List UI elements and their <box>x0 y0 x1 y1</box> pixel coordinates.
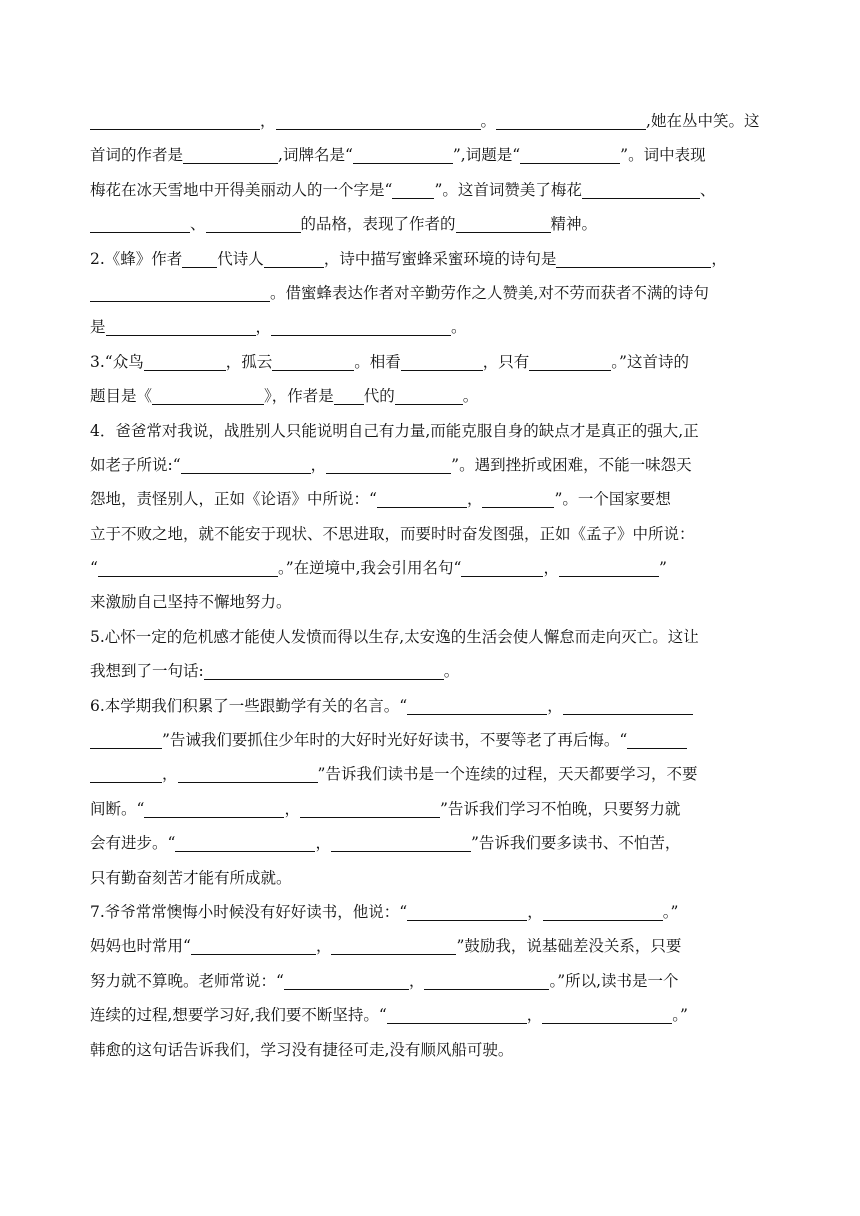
answer-blank[interactable] <box>331 936 456 955</box>
text: 题目是《 <box>90 387 153 406</box>
answer-blank[interactable] <box>98 558 278 577</box>
text: 是 <box>90 318 106 337</box>
answer-blank[interactable] <box>191 936 316 955</box>
text: 立于不败之地，就不能安于现状、不思进取，而要时时奋发图强，正如《孟子》中所说： <box>90 524 695 543</box>
q6-line-6 <box>90 861 772 895</box>
text: ， <box>466 490 483 509</box>
text: 、 <box>190 215 206 234</box>
text: 、 <box>699 180 716 199</box>
text: ， <box>162 765 178 784</box>
text: 的品格，表现了作者的 <box>300 215 456 234</box>
answer-blank[interactable] <box>272 352 354 371</box>
text: ， <box>315 834 331 853</box>
text: 怨地，责怪别人，正如《论语》中所说：“ <box>90 490 377 509</box>
q7-line-2 <box>90 929 772 963</box>
answer-blank[interactable] <box>520 145 620 164</box>
answer-blank[interactable] <box>284 971 409 990</box>
text: 代的 <box>363 387 395 406</box>
text: ”。遇到挫折或困难，不能一味怨天 <box>451 455 692 474</box>
text: ”告诉我们要多读书、不怕苦， <box>470 834 681 853</box>
q5-line-2 <box>90 654 772 688</box>
answer-blank[interactable] <box>377 489 467 508</box>
text: ，诗中描写蜜蜂采蜜环境的诗句是 <box>323 249 557 268</box>
answer-blank[interactable] <box>424 971 549 990</box>
text: ” <box>658 559 667 578</box>
answer-blank[interactable] <box>106 317 256 336</box>
answer-blank[interactable] <box>407 696 547 715</box>
answer-blank[interactable] <box>90 111 260 130</box>
text: ， <box>260 112 276 130</box>
q7-line-4 <box>90 998 772 1032</box>
q3-line-1 <box>90 345 772 379</box>
answer-blank[interactable] <box>271 317 451 336</box>
text: 。”这首诗的 <box>611 352 689 371</box>
text: ， <box>310 455 327 474</box>
q1-line-2 <box>90 138 772 172</box>
answer-blank[interactable] <box>276 111 481 130</box>
q4-line-3 <box>90 482 772 516</box>
q4-line-4 <box>90 517 772 551</box>
answer-blank[interactable] <box>542 1005 672 1024</box>
text: 代诗人 <box>217 249 264 268</box>
text: ”鼓励我，说基础差没关系，只要 <box>456 937 682 956</box>
answer-blank[interactable] <box>326 455 451 474</box>
text: 妈妈也时常用“ <box>90 937 191 956</box>
text: ,词牌名是“ <box>278 146 353 165</box>
answer-blank[interactable] <box>387 1005 527 1024</box>
text: “ <box>90 559 98 578</box>
text: 6.本学期我们积累了一些跟勤学有关的名言。“ <box>90 696 408 715</box>
answer-blank[interactable] <box>559 558 659 577</box>
q1-line-1 <box>90 104 772 138</box>
q3-line-2 <box>90 379 772 413</box>
text: ”。一个国家要想 <box>554 490 671 509</box>
answer-blank[interactable] <box>556 249 711 268</box>
text: 4．爸爸常对我说，战胜别人只能说明自己有力量,而能克服自身的缺点才是真正的强大,正 <box>90 421 699 440</box>
text: 。” <box>662 902 679 921</box>
q2-line-1 <box>90 242 772 276</box>
answer-blank[interactable] <box>181 455 311 474</box>
answer-blank[interactable] <box>392 180 434 199</box>
text: 我想到了一句话: <box>90 662 204 681</box>
text: 。” <box>672 1006 688 1025</box>
text: ， <box>284 799 300 818</box>
answer-blank[interactable] <box>543 902 663 921</box>
text: 间断。“ <box>90 799 145 818</box>
q4-line-2 <box>90 448 772 482</box>
text: ，只有 <box>482 352 530 371</box>
answer-blank[interactable] <box>395 386 463 405</box>
text: ”。词中表现 <box>620 146 706 165</box>
text: 。 <box>462 387 479 406</box>
worksheet <box>90 104 772 1067</box>
q4-line-5 <box>90 551 772 585</box>
q6-line-5 <box>90 826 772 860</box>
text: 。”所以,读书是一个 <box>549 971 679 990</box>
text: ， <box>543 559 559 578</box>
q4-line-1 <box>90 414 772 448</box>
text: 首词的作者是 <box>90 146 184 165</box>
answer-blank[interactable] <box>627 730 687 749</box>
q5-line-1 <box>90 620 772 654</box>
q6-line-4 <box>90 792 772 826</box>
answer-blank[interactable] <box>461 558 543 577</box>
answer-blank[interactable] <box>152 386 264 405</box>
text: 。借蜜蜂表达作者对辛勤劳作之人赞美,对不劳而获者不满的诗句 <box>270 283 709 302</box>
text: 来激励自己坚持不懈地努力。 <box>90 593 292 612</box>
answer-blank[interactable] <box>183 145 278 164</box>
q7-line-1 <box>90 895 772 929</box>
q2-line-2 <box>90 276 772 310</box>
text: 如老子所说:“ <box>90 455 181 474</box>
text: ， <box>527 902 543 921</box>
text: ”告诉我们读书是一个连续的过程，天天都要学习，不要 <box>317 765 698 784</box>
answer-blank[interactable] <box>144 799 284 818</box>
text: ,她在丛中笑。这 <box>646 112 760 130</box>
text: ，孤云 <box>225 352 273 371</box>
text: 》，作者是 <box>264 387 334 406</box>
q1-line-4 <box>90 207 772 241</box>
answer-blank[interactable] <box>90 283 270 302</box>
answer-blank[interactable] <box>90 214 190 233</box>
text: 。 <box>443 662 460 681</box>
answer-blank[interactable] <box>264 249 324 268</box>
text: 7.爷爷常常懊悔小时候没有好好读书，他说：“ <box>90 902 408 921</box>
text: 。 <box>451 318 467 337</box>
q1-line-3 <box>90 173 772 207</box>
answer-blank[interactable] <box>175 833 315 852</box>
answer-blank[interactable] <box>204 661 444 680</box>
text: ， <box>255 318 272 337</box>
text: ”告诉我们学习不怕晚，只要努力就 <box>439 799 681 818</box>
answer-blank[interactable] <box>582 180 700 199</box>
q6-line-3 <box>90 757 772 791</box>
text: ”。这首词赞美了梅花 <box>434 180 582 199</box>
text: 只有勤奋刻苦才能有所成就。 <box>90 868 292 887</box>
text: 。相看 <box>354 352 401 371</box>
answer-blank[interactable] <box>178 764 318 783</box>
text: 梅花在冰天雪地中开得美丽动人的一个字是“ <box>90 180 393 199</box>
text: ”告诫我们要抓住少年时的大好时光好好读书，不要等老了再后悔。“ <box>162 731 628 750</box>
text: ， <box>547 696 563 715</box>
answer-blank[interactable] <box>206 214 301 233</box>
text: 努力就不算晚。老师常说：“ <box>90 971 284 990</box>
text: 2.《蜂》作者 <box>90 249 183 268</box>
text: 3.“众鸟 <box>90 352 144 371</box>
answer-blank[interactable] <box>563 696 693 715</box>
text: 精神。 <box>550 215 598 234</box>
answer-blank[interactable] <box>90 730 162 749</box>
answer-blank[interactable] <box>482 489 554 508</box>
answer-blank[interactable] <box>144 352 226 371</box>
answer-blank[interactable] <box>529 352 611 371</box>
answer-blank[interactable] <box>182 249 217 268</box>
answer-blank[interactable] <box>456 214 551 233</box>
text: 。 <box>480 112 497 130</box>
text: ， <box>408 971 425 990</box>
answer-blank[interactable] <box>334 386 364 405</box>
answer-blank[interactable] <box>353 145 453 164</box>
text: ， <box>526 1006 543 1025</box>
q2-line-3 <box>90 310 772 344</box>
q6-line-1 <box>90 689 772 723</box>
text: 5.心怀一定的危机感才能使人发愤而得以生存,太安逸的生活会使人懈怠而走向灭亡。这让 <box>90 627 699 646</box>
answer-blank[interactable] <box>496 111 646 130</box>
text: ”,词题是“ <box>452 146 521 165</box>
answer-blank[interactable] <box>300 799 440 818</box>
q4-line-6 <box>90 585 772 619</box>
text: 。”在逆境中,我会引用名句“ <box>277 559 462 578</box>
text: 会有进步。“ <box>90 834 176 853</box>
q7-line-5 <box>90 1033 772 1067</box>
q7-line-3 <box>90 964 772 998</box>
text: ， <box>711 249 727 268</box>
text: ， <box>315 937 332 956</box>
answer-blank[interactable] <box>331 833 471 852</box>
answer-blank[interactable] <box>90 764 162 783</box>
answer-blank[interactable] <box>407 902 527 921</box>
q6-line-2 <box>90 723 772 757</box>
text: 连续的过程,想要学习好,我们要不断坚持。“ <box>90 1006 387 1025</box>
answer-blank[interactable] <box>401 352 483 371</box>
text: 韩愈的这句话告诉我们，学习没有捷径可走,没有顺风船可驶。 <box>90 1040 514 1059</box>
